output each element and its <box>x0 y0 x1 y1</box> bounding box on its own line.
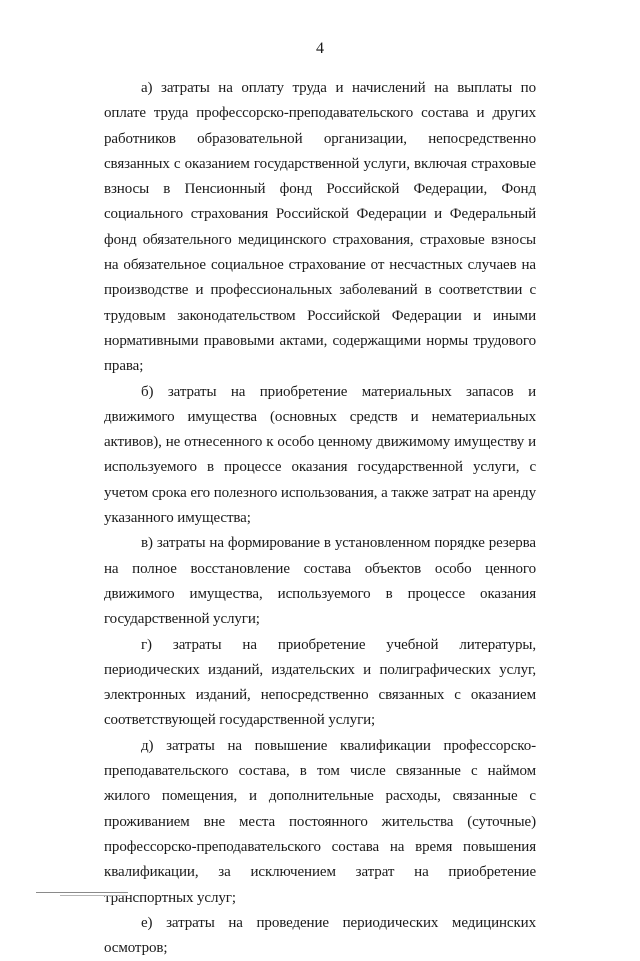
page-number: 4 <box>316 40 324 57</box>
footer-rule <box>36 892 128 893</box>
paragraph-v: в) затраты на формирование в установленном порядке резерва на полное восстановление состава объектов особо ценного движимого имущества, используемого в процессе оказания государственной услуги; <box>104 535 536 628</box>
paragraph-d: д) затраты на повышение квалификации профессорско-преподавательского состава, в том числе связанные с наймом жилого помещения, и дополнительные расходы, связанные с проживанием вне места постоянного жительства (суточные) профессорско-преподавательского состава на время повышения квалификации, за исключением затрат на приобретение транспортных услуг; <box>104 737 536 906</box>
paragraph-a: а) затраты на оплату труда и начислений на выплаты по оплате труда профессорско-преподавательского состава и других работников образовательной организации, непосредственно связанных с оказанием государственной услуги, включая страховые взносы в Пенсионный фонд Российской Федерации, Фонд социального страхования Российской Федерации и Федеральный фонд обязательного медицинского страхования, страховые взносы на обязательное социальное страхование от несчастных случаев на производстве и профессиональных заболеваний в соответствии с трудовым законодательством Российской Федерации и иными нормативными правовыми актами, содержащими нормы трудового права; <box>104 80 536 375</box>
document-body <box>104 76 536 961</box>
paragraph-e: е) затраты на проведение периодических медицинских осмотров; <box>104 914 536 957</box>
footer-rule-secondary <box>60 895 128 896</box>
paragraph-g: г) затраты на приобретение учебной литературы, периодических изданий, издательских и полиграфических услуг, электронных изданий, непосредственно связанных с оказанием соответствующей государственной услуги; <box>104 636 536 729</box>
paragraph-b: б) затраты на приобретение материальных запасов и движимого имущества (основных средств и нематериальных активов), не отнесенного к особо ценному движимому имуществу и используемого в процессе оказания государственной услуги, с учетом срока его полезного использования, а также затрат на аренду указанного имущества; <box>104 383 536 527</box>
